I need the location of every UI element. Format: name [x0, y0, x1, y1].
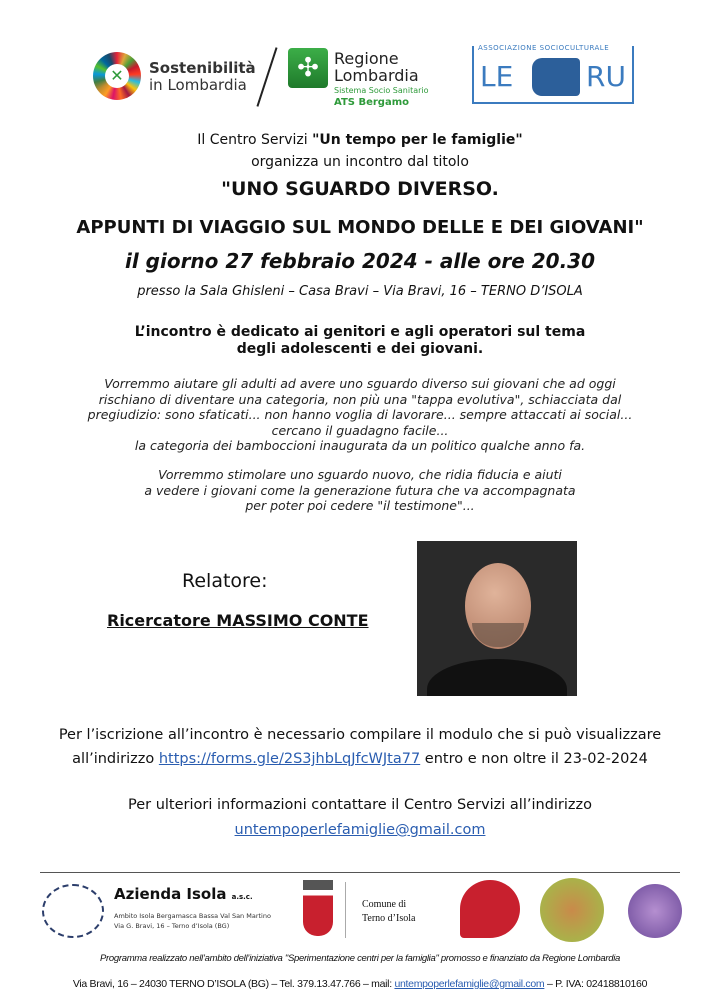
regione-logo-text: Regione Lombardia Sistema Socio Sanitario ATS Bergamo: [334, 49, 429, 108]
speaker-name: Ricercatore MASSIMO CONTE: [107, 611, 369, 630]
comune-text: Comune di Terno d’Isola: [362, 899, 416, 924]
speaker-photo: [417, 541, 577, 696]
event-title-1: "UNO SGUARDO DIVERSO.: [221, 178, 499, 200]
info-text: Per ulteriori informazioni contattare il Centro Servizi all’indirizzo: [127, 797, 593, 813]
comune-coat-of-arms: [303, 880, 333, 936]
comune-divider: [345, 882, 346, 938]
logo-divider: [256, 47, 277, 107]
intro-line-2: organizza un incontro dal titolo: [251, 154, 469, 170]
partner-logo-red: [460, 880, 520, 938]
azienda-isola-logo: [42, 884, 104, 938]
sdg-wheel-logo: ✕: [93, 52, 141, 100]
speaker-label: Relatore:: [182, 570, 268, 592]
partner-logo-green: [540, 878, 604, 942]
legru-logo: ASSOCIAZIONE SOCIOCULTURALE LE RU: [472, 46, 634, 104]
paragraph-2: Vorremmo stimolare uno sguardo nuovo, che ridia fiducia e aiuti a vedere i giovani come la generazione futura che va accompagnata per poter poi cedere "il testimone"...: [144, 467, 576, 513]
sostenibilita-logo-text: Sostenibilità in Lombardia: [149, 59, 256, 94]
info-email-link[interactable]: untempoperlefamiglie@gmail.com: [234, 822, 486, 838]
event-date: il giorno 27 febbraio 2024 - alle ore 20.30: [124, 249, 596, 273]
registration-line-2: all’indirizzo https://forms.gle/2S3jhbLqJfcWJta77 entro e non oltre il 23-02-2024: [72, 751, 648, 767]
program-note: Programma realizzato nell’ambito dell’iniziativa "Sperimentazione centri per la famiglia" promosso e finanziato da Regione Lombardia: [99, 953, 620, 964]
registration-form-link[interactable]: https://forms.gle/2S3jhbLqJfcWJta77: [158, 751, 421, 767]
event-title-2: APPUNTI DI VIAGGIO SUL MONDO DELLE E DEI GIOVANI": [76, 217, 644, 238]
dedication: L’incontro è dedicato ai genitori e agli operatori sul tema degli adolescenti e dei giovani.: [134, 324, 586, 357]
azienda-isola-text: Azienda Isola a.s.c. Ambito Isola Bergamasca Bassa Val San Martino Via G. Bravi, 16 – Terno d’Isola (BG): [114, 885, 271, 930]
partner-logo-purple: [628, 884, 682, 938]
intro-line: Il Centro Servizi "Un tempo per le famiglie": [197, 132, 523, 148]
footer-email-link[interactable]: untempoperlefamiglie@gmail.com: [394, 978, 545, 990]
registration-text: Per l’iscrizione all’incontro è necessario compilare il modulo che si può visualizzare: [58, 727, 662, 743]
paragraph-1: Vorremmo aiutare gli adulti ad avere uno sguardo diverso sui giovani che ad oggi rischiano di diventare una categoria, non più una "tappa evolutiva", schiacciata dal pregiudizio: sono sfaticati... non hanno voglia di lavorare... sempre attaccati ai social... cercano il guadagno facile... la categoria dei bamboccioni inaugurata da un politico qualche anno fa.: [87, 376, 633, 453]
event-venue: presso la Sala Ghisleni – Casa Bravi – Via Bravi, 16 – TERNO D’ISOLA: [137, 284, 583, 299]
regione-lombardia-logo: ✣: [288, 48, 328, 88]
footer-divider: [40, 872, 680, 873]
footer-contact: Via Bravi, 16 – 24030 TERNO D’ISOLA (BG) – Tel. 379.13.47.766 – mail: untempoperlefamiglie@gmail.com – P. IVA: 02418810160: [72, 978, 648, 990]
